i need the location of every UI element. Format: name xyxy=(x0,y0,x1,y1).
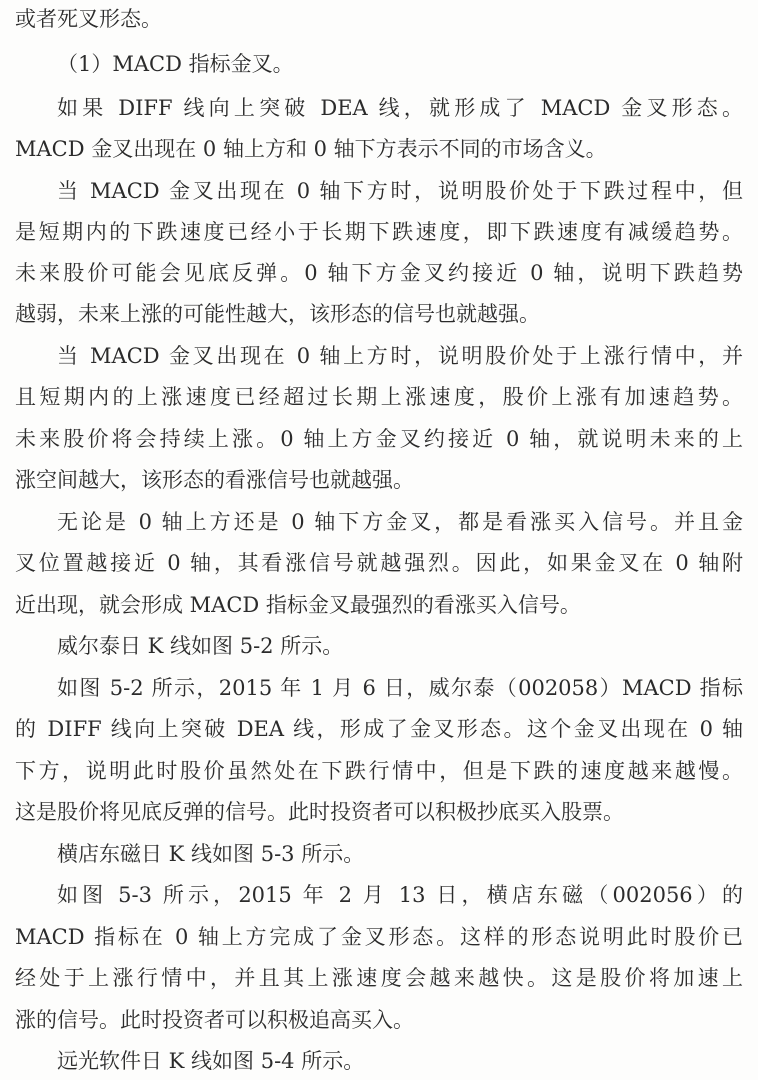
text-line: 的 DIFF 线向上突破 DEA 线，形成了金叉形态。这个金叉出现在 0 轴 xyxy=(15,717,743,741)
text-line: 这是股价将见底反弹的信号。此时投资者可以积极抄底买入股票。 xyxy=(15,800,624,824)
text-line: 涨空间越大，该形态的看涨信号也就越强。 xyxy=(15,468,414,492)
text-line: 当 MACD 金叉出现在 0 轴上方时，说明股价处于上涨行情中，并 xyxy=(57,344,743,368)
text-line: 涨的信号。此时投资者可以积极追高买入。 xyxy=(15,1008,414,1032)
text-line: 威尔泰日 K 线如图 5-2 所示。 xyxy=(57,634,344,658)
text-line: MACD 金叉出现在 0 轴上方和 0 轴下方表示不同的市场含义。 xyxy=(15,137,607,161)
text-line: 远光软件日 K 线如图 5-4 所示。 xyxy=(57,1049,365,1073)
text-line: 近出现，就会形成 MACD 指标金叉最强烈的看涨买入信号。 xyxy=(15,593,581,617)
text-line: 如图 5-3 所示，2015 年 2 月 13 日，横店东磁（002056）的 xyxy=(57,883,743,907)
section-heading: （1）MACD 指标金叉。 xyxy=(57,52,294,76)
text-line: 或者死叉形态。 xyxy=(15,7,162,31)
text-line: 下方，说明此时股价虽然处在下跌行情中，但是下跌的速度越来越慢。 xyxy=(15,759,743,783)
text-line: 叉位置越接近 0 轴，其看涨信号就越强烈。因此，如果金叉在 0 轴附 xyxy=(15,551,743,575)
text-line: 如果 DIFF 线向上突破 DEA 线，就形成了 MACD 金叉形态。 xyxy=(57,96,743,120)
text-line: 无论是 0 轴上方还是 0 轴下方金叉，都是看涨买入信号。并且金 xyxy=(57,510,743,534)
text-line: 当 MACD 金叉出现在 0 轴下方时，说明股价处于下跌过程中，但 xyxy=(57,179,743,203)
text-line: 且短期内的上涨速度已经超过长期上涨速度，股价上涨有加速趋势。 xyxy=(15,385,743,409)
text-line: 未来股价可能会见底反弹。0 轴下方金叉约接近 0 轴，说明下跌趋势 xyxy=(15,261,743,285)
text-line: 是短期内的下跌速度已经小于长期下跌速度，即下跌速度有减缓趋势。 xyxy=(15,220,743,244)
text-line: MACD 指标在 0 轴上方完成了金叉形态。这样的形态说明此时股价已 xyxy=(15,925,743,949)
text-line: 横店东磁日 K 线如图 5-3 所示。 xyxy=(57,842,365,866)
text-line: 经处于上涨行情中，并且其上涨速度会越来越快。这是股价将加速上 xyxy=(15,966,743,990)
text-line: 越弱，未来上涨的可能性越大，该形态的信号也就越强。 xyxy=(15,302,540,326)
text-line: 如图 5-2 所示，2015 年 1 月 6 日，威尔泰（002058）MACD 指标 xyxy=(57,676,743,700)
text-line: 未来股价将会持续上涨。0 轴上方金叉约接近 0 轴，就说明未来的上 xyxy=(15,427,743,451)
